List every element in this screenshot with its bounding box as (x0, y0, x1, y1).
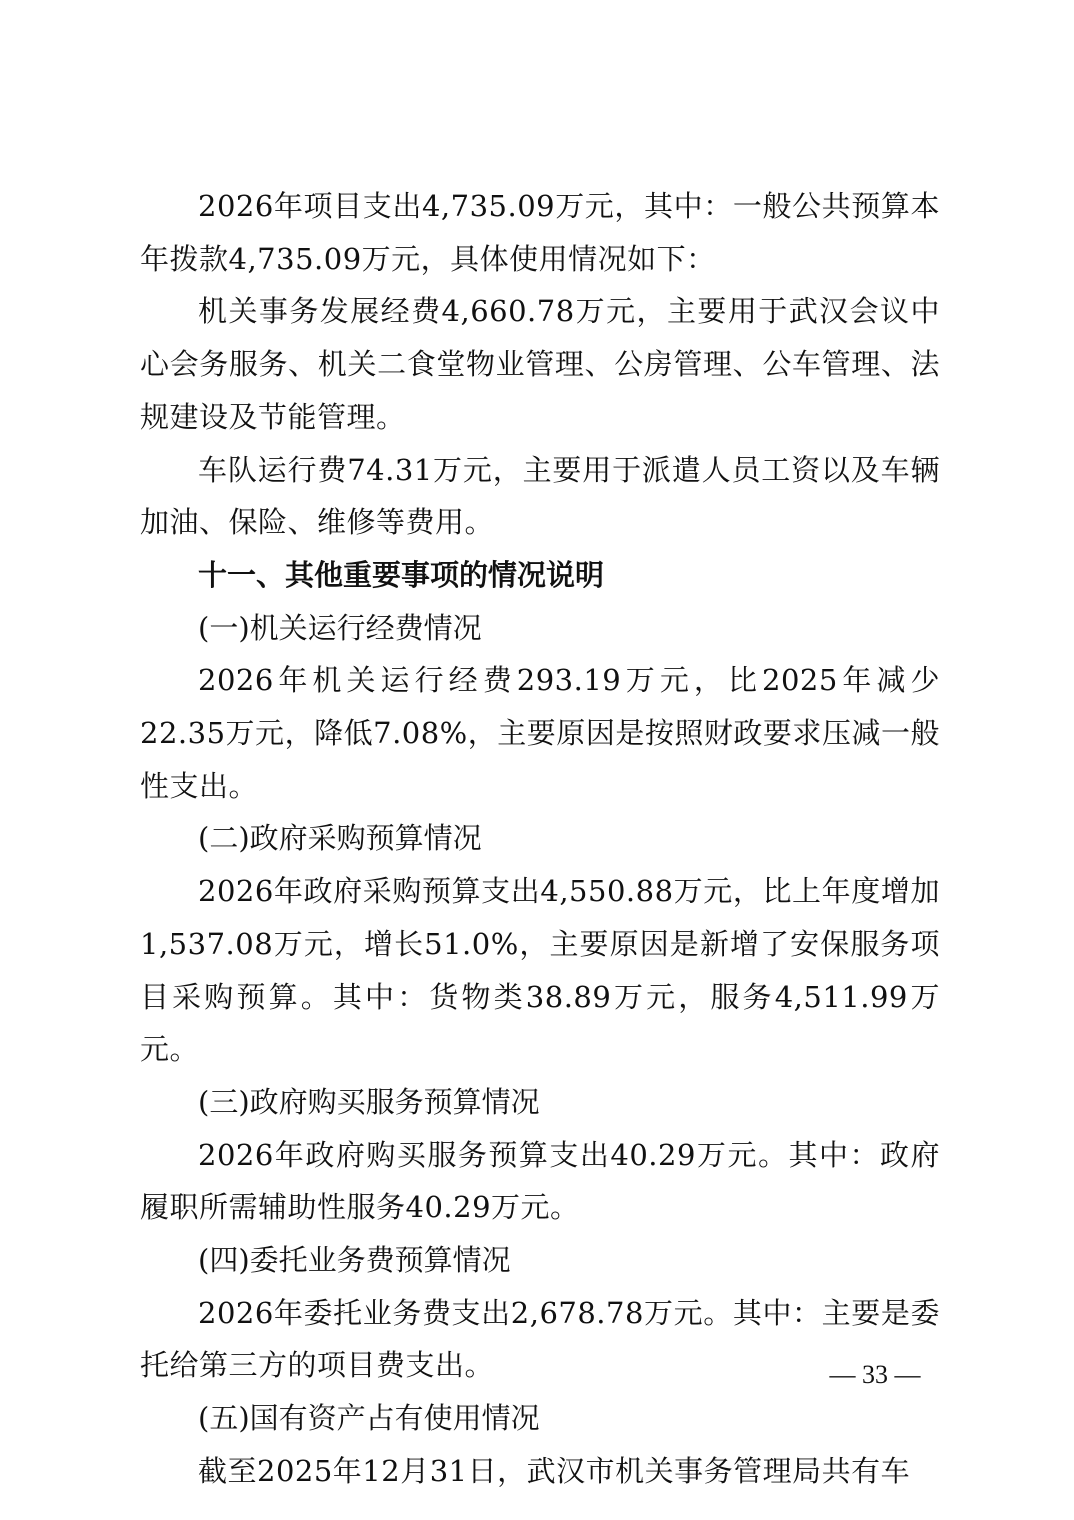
subheading-government-procurement: (二)政府采购预算情况 (198, 821, 482, 856)
page-number: — 33 — (829, 1360, 921, 1389)
subheading-state-assets: (五)国有资产占有使用情况 (198, 1401, 540, 1436)
paragraph-fleet-operation-fee: 车队运行费74.31万元，主要用于派遣人员工资以及车辆加油、保险、维修等费用。 (140, 452, 940, 540)
subheading-operating-funds: (一)机关运行经费情况 (198, 610, 482, 645)
subheading-entrusted-business-fee: (四)委托业务费预算情况 (198, 1243, 511, 1278)
section-heading-other-matters: 十一、其他重要事项的情况说明 (198, 557, 605, 592)
paragraph-entrusted-business-fee: 2026年委托业务费支出2,678.78万元。其中：主要是委托给第三方的项目费支出。 (140, 1295, 940, 1383)
document-body (140, 180, 940, 1498)
paragraph-purchased-services: 2026年政府购买服务预算支出40.29万元。其中：政府履职所需辅助性服务40.29万元。 (140, 1137, 940, 1225)
paragraph-government-procurement: 2026年政府采购预算支出4,550.88万元，比上年度增加1,537.08万元，增长51.0%，主要原因是新增了安保服务项目采购预算。其中：货物类38.89万元，服务4,511.99万元。 (140, 874, 940, 1067)
subheading-purchased-services: (三)政府购买服务预算情况 (198, 1084, 540, 1119)
paragraph-state-assets: 截至2025年12月31日，武汉市机关事务管理局共有车 (198, 1453, 911, 1488)
paragraph-affairs-development-fund: 机关事务发展经费4,660.78万元，主要用于武汉会议中心会务服务、机关二食堂物业管理、公房管理、公车管理、法规建设及节能管理。 (140, 294, 940, 434)
paragraph-operating-funds: 2026年机关运行经费293.19万元，比2025年减少22.35万元，降低7.08%，主要原因是按照财政要求压减一般性支出。 (140, 663, 940, 803)
paragraph-project-expenditure: 2026年项目支出4,735.09万元，其中：一般公共预算本年拨款4,735.09万元，具体使用情况如下： (140, 189, 940, 276)
